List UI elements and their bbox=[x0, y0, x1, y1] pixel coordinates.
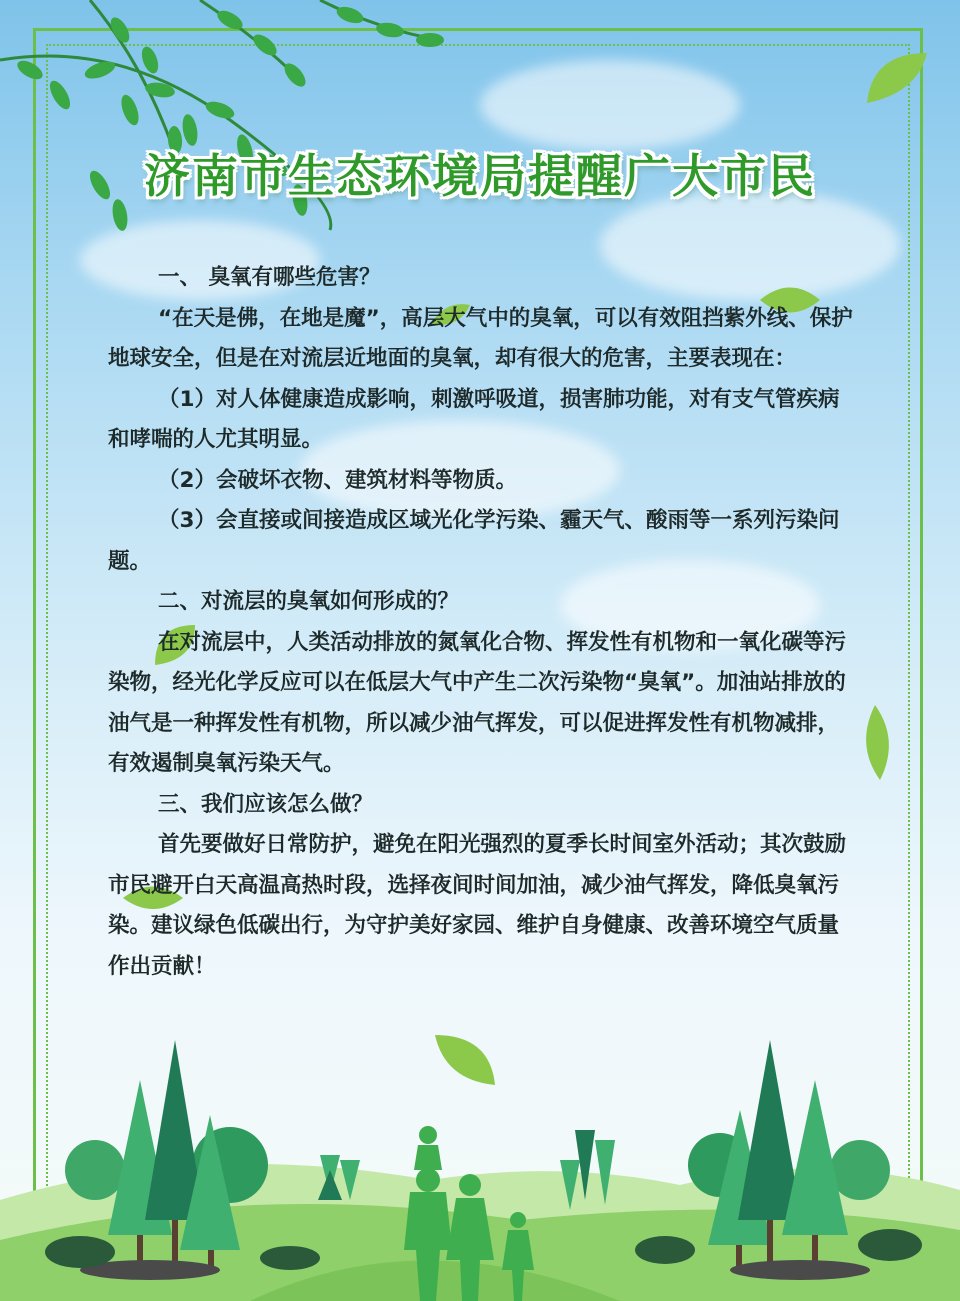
paragraph: 在对流层中，人类活动排放的氮氧化合物、挥发性有机物和一氧化碳等污染物，经光化学反应可以在低层大气中产生二次污染物“臭氧”。加油站排放的油气是一种挥发性有机物，所以减少油气挥发，可以促进挥发性有机物减排，有效遏制臭氧污染天气。 bbox=[108, 629, 847, 776]
family-silhouette-icon bbox=[404, 1126, 534, 1301]
list-item: （2）会破坏衣物、建筑材料等物质。 bbox=[158, 467, 517, 493]
section-heading: 二、对流层的臭氧如何形成的？ bbox=[158, 589, 460, 614]
section-heading: 一、 臭氧有哪些危害？ bbox=[158, 265, 381, 290]
park-landscape bbox=[0, 1020, 960, 1301]
section-heading: 三、我们应该怎么做？ bbox=[158, 791, 374, 817]
list-item: （1）对人体健康造成影响，刺激呼吸道，损害肺功能，对有支气管疾病和哮喘的人尤其明显。 bbox=[108, 386, 840, 452]
page-title: 济南市生态环境局提醒广大市民 bbox=[144, 149, 816, 203]
article-body bbox=[108, 258, 858, 987]
falling-leaf-icon bbox=[855, 700, 900, 785]
paragraph: “在天是佛，在地是魔”，高层大气中的臭氧，可以有效阻挡紫外线、保护地球安全，但是在对流层近地面的臭氧，却有很大的危害，主要表现在： bbox=[108, 305, 853, 371]
paragraph: 首先要做好日常防护，避免在阳光强烈的夏季长时间室外活动；其次鼓励市民避开白天高温高热时段，选择夜间时间加油，减少油气挥发，降低臭氧污染。建议绿色低碳出行，为守护美好家园、维护自身健康、改善环境空气质量作出贡献！ bbox=[108, 832, 847, 979]
falling-leaf-icon bbox=[862, 48, 932, 108]
list-item: （3）会直接或间接造成区域光化学污染、霾天气、酸雨等一系列污染问题。 bbox=[108, 508, 840, 574]
